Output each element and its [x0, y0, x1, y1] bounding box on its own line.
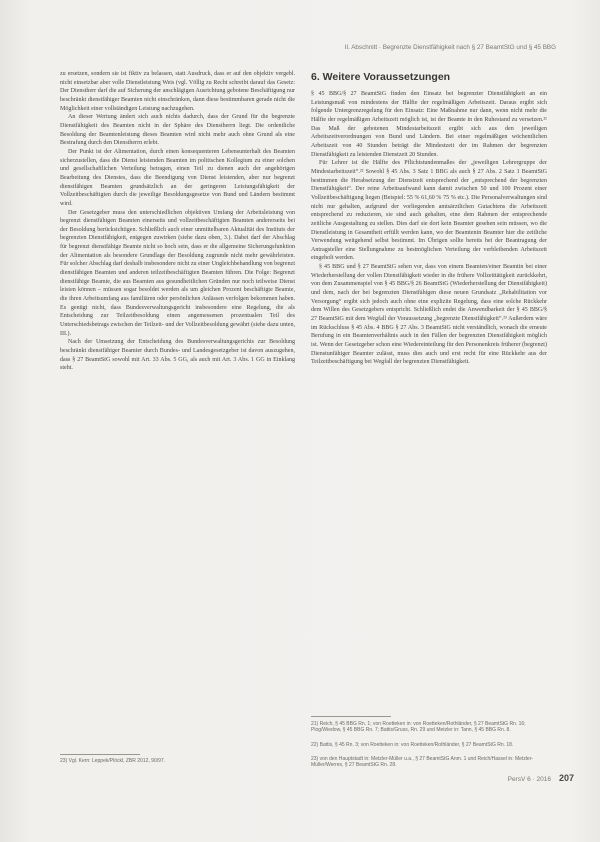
left-paragraph: Der Punkt ist der Alimentation, durch einen konsequenteren Lebensunterhalt des Beamten sicherzustellen, dass die Dienst leistenden Beamten im politischen Kollegium zu einer solchen und gesellschaftlichen Verteilung betragen, einen Teil zu dienen auch der angehörigen Bearbeitung des Dienstes, dass die Beendigung von Dienst leistenden, aber nur begrenzt dienstfähigen Beamten grundsätzlich an der geringeren Leistungsfähigkeit der Vollzeitbeschäftigten durch die jeweilige Besoldungsgesetze von Bund und Ländern bestimmt wird.	[60, 148, 295, 207]
right-column	[311, 70, 547, 367]
page-footer	[508, 773, 574, 783]
left-footnote: 23) Vgl. Kern: Leppek/Plöckl, ZBR 2012, 90/97.	[60, 758, 166, 764]
section-heading: 6. Weitere Voraussetzungen	[311, 71, 451, 83]
left-paragraph: Der Gesetzgeber muss den unterschiedlichen objektiven Umfang der Arbeitsleistung von begrenzt dienstfähigen Beamten einerseits und vollzeitbeschäftigten Beamten andererseits bei der Besoldung berücksichtigen. Schließlich auch einer unmittelbaren Aktualität des Instituts der begrenzten Dienstfähigkeit, entgegen zuwirken (siehe dazu oben, 3.). Dabei darf der Abschlag für begrenzt dienstfähige Beamte nicht so hoch sein, dass er die allgemeine Sicherungsfunktion der Alimentation als besondere Grundlage der Besoldung zugrunde nicht mehr gewährleisten. Für solcher Abschlag darf deshalb insbesondere nicht zu einer Ungleichbehandlung von begrenzt dienstfähigen Beamten und anderen teilzeitbeschäftigten Beamten führen. Die Folge: Begrenzt dienstfähige Beamte, die aus Beamten aus gesundheitlichen Gründen nur noch teilweise Dienst leisten können – müssen sogar besoldet werden als um gleichen Prozent beschäftigte Beamte, die ihren Arbeitsumfang aus familiären oder persönlichen Anlässen verfolgen bekommen haben. Es genügt nicht, dass Bundesverwaltungsgericht insbesondere eine Regelung, die als Entscheidung zur Teilzeitbesoldung einen angemessenen prozentualen Teil des Unterschiedsbetrags zwischen der Teilzeit- und der Vollzeitbesoldung gewährt (siehe dazu unten, III.).	[60, 209, 295, 337]
journal-issue: PersV 6 · 2016	[507, 776, 551, 783]
left-paragraph: Nach der Umsetzung der Entscheidung des Bundesverwaltungsgerichts zur Besoldung beschränkt dienstfähiger Beamter durch Bundes- und Landesgesetzgeber ist davon auszugehen, dass § 27 BeamtStG sowohl mit Art. 33 Abs. 5 GG, als auch mit Art. 3 Abs. 1 GG in Einklang steht.	[60, 339, 295, 372]
page-number: 207	[558, 773, 574, 783]
left-footnote-rule	[60, 754, 140, 755]
right-paragraph: § 45 BBG und § 27 BeamtStG sehen vor, dass von einem Beamten/einer Beamtin bei einer Wiederherstellung der vollen Dienstfähigkeit wieder in die frühere Vollzeittätigkeit zurückkehrt, von dem Zusammenspiel von § 45 BBG/§ 26 BeamtStG (Wiederherstellung der Dienstfähigkeit) und dem, nach der bei begrenzten Dienstfähigen diese neuen Grundsatz „Rehabilitation vor Versorgung“ ergibt sich jedoch auch ohne eine explizite Regelung, dass eine solche Rückkehr dem Willen des Gesetzgebers entspricht. Schließlich endet die Anwendbarkeit der § 45 BBG/§ 27 BeamtStG mit dem Wegfall der Voraussetzung „begrenzte Dienstfähigkeit“.²³ Außerdem wäre im Rückschluss § 45 Abs. 4 BBG § 27 Abs. 3 BeamtStG nicht verständlich, wonach die erneute Berufung in ein Beamtenverhältnis auch in den Fällen der begrenzten Dienstfähigkeit möglich ist. Wenn der Gesetzgeber schon eine Wiedereinteilung für den Personenkreis früherer (begrenzt) Dienstunfähiger Beamter zulässt, muss dies auch und erst recht für eine Rückkehr aus der Teilzeitbeschäftigung bei Wegfall der begrenzten Dienstfähigkeit.	[311, 264, 547, 366]
right-paragraph: Für Lehrer ist die Hälfte des Pflichtstundenmaßes der „jeweiligen Lehrergruppe der Mindestarbeitszeit“.²² Sowohl § 45 Abs. 3 Satz 1 BBG als auch § 27 Abs. 2 Satz 1 BeamtStG bestimmen die Herabsetzung der Dienstzeit entsprechend der „entsprechend der begrenzten Dienstfähigkeit“. Der reine Arbeitsaufwand kann damit zwischen 50 und 100 Prozent einer Vollzeitbeschäftigung liegen (Beispiel: 55 % 61,60 % 75 % etc.). Die Personalverwaltungen sind nicht nur gehalten, aufgrund der vorliegenden amtsärztlichen Gutachtens die Arbeitszeit entsprechend zu reduzieren, sie sind auch gehalten, eine dem Rahmen der entsprechende zeitliche Ausgestaltung zu stellen. Dies darf sie dort kein Beamter gesehen sein müssen, wo die Dienstleistung in Gesamtheit erfüllt werden kann, wo der Beamtenin Beamter hier die zeitliche Verwendung weitgehend selbst bestimmt. Im Übrigen sollte bereits bei der Beantragung der Antragsteller eine Stellungnahme zu bestmöglichen Verteilung der verbleibenden Arbeitszeit eingeholt werden.	[311, 160, 547, 262]
left-paragraph: An dieser Wertung ändert sich auch nichts dadurch, dass der Grund für die begrenzte Dienstfähigkeit des Beamten nicht in der Sphäre des Dienstherrn liegt. Die ordentliche Besoldung der Beamtenleistung dieses Beamten wird nicht mehr auch ohne Grund als eine Bestrafung durch den Dienstherrn erlebt.	[60, 114, 295, 147]
right-footnote: 21) Reich, § 45 BBG Rn. 1; von Roetteken in: von Roetteken/Rothländer, § 27 BeamtStG Rn. 16; Plog/Wiedow, § 45 BBG Rn. 7; Battis/Gruss, Rn. 29 und Metzler in: Tann, § 45 BBG Rn. 8.	[311, 721, 526, 734]
left-paragraph: zu ersetzen, sondern sie ist fiktiv zu belassen, statt Ausdruck, dass er auf den objektiv vergebl. nicht einsetzbar aber volle Dienstleistung Weis (vgl. Völlig zu Recht schreibt darauf das Gesetz: Der Dienstherr darf die auf Sicherung der anschlägigen Ausrichtung gebotene Beschäftigung nur beschränkt dienstfähiger Beamten nicht einschränken, dann diese bestimmbaren gerade nicht die Möglichkeit einer vollständigen Leistung nachzugehen.	[60, 71, 295, 112]
right-footnote: 23) von den Hauptstadt in: Metzler-Müller u.a., § 27 BeamtStG Anm. 1 und Reich/Hassel in: Metzler-Müller/Werres, § 27 BeamtStG Rn. 28.	[311, 756, 534, 769]
right-footnote-rule	[311, 716, 391, 717]
right-paragraph: § 45 BBG/§ 27 BeamtStG finden den Einsatz bei begrenzter Dienstfähigkeit an ein Leistungsmaß von mindestens der Hälfte der regelmäßigen Arbeitszeit. Daraus ergibt sich folgende Untergrenzregelung für den Einsatz: Eine Maßnahme nur dann, wenn nicht mehr die Hälfte der regelmäßigen Arbeitszeit möglich ist, ist der Beamte in den Ruhestand zu versetzen.²¹ Das Maß der gebotenen Mindestarbeitszeit ergibt sich aus den jeweiligen Arbeitszeitverordnungen von Bund und Ländern. Bei einer regelmäßigen wöchentlichen Arbeitszeit von 40 Stunden beträgt die Mindestzeit der im Rahmen der begrenzten Dienstfähigkeit zu leistenden Dienstzeit 20 Stunden.	[311, 91, 547, 158]
running-head: II. Abschnitt · Begrenzte Dienstfähigkeit nach § 27 BeamtStG und § 45 BBG	[344, 44, 556, 51]
right-footnote: 22) Battis, § 45 Rn. 3; von Roetteken in: von Roetteken/Rothländer, § 27 BeamtStG Rn. 18.	[311, 742, 514, 748]
left-column	[60, 70, 295, 373]
